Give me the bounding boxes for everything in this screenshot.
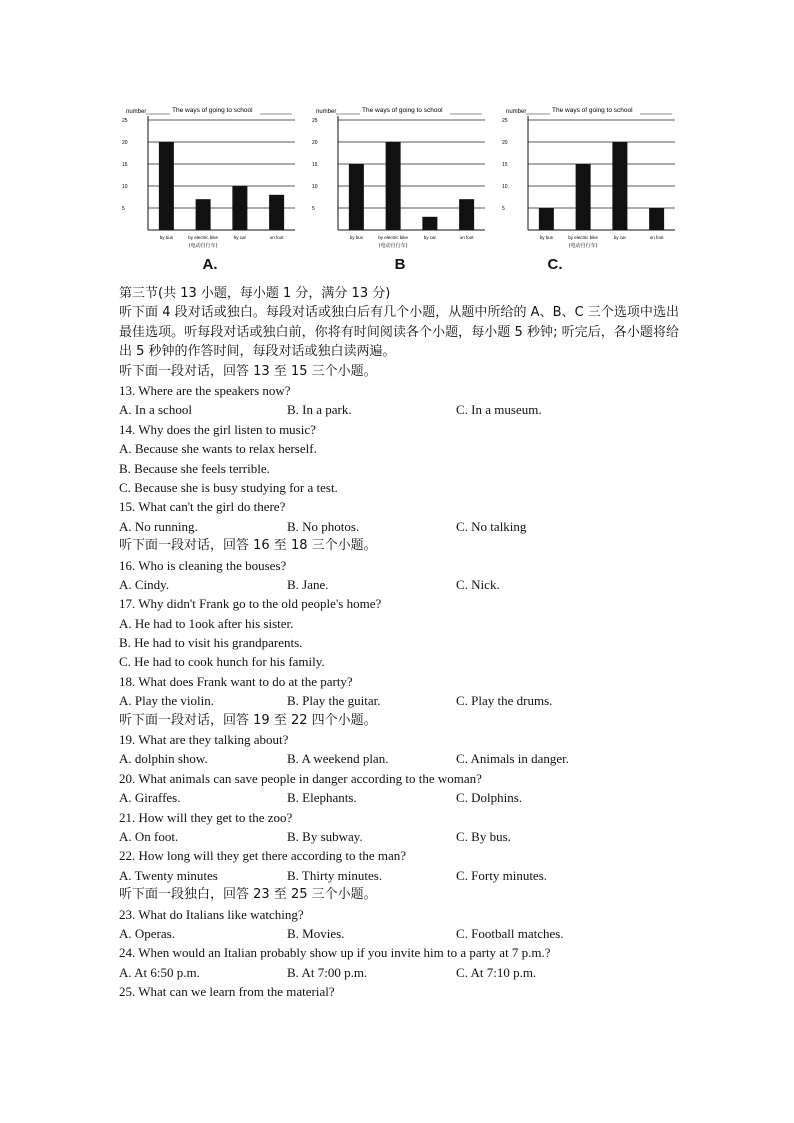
chart-bar: [386, 142, 401, 230]
options-row: [119, 749, 679, 768]
option-a[interactable]: A. Giraffes.: [119, 790, 181, 806]
option-b[interactable]: B. Play the guitar.: [287, 693, 381, 709]
option-b[interactable]: B. Jane.: [287, 576, 329, 592]
question-stem: 14. Why does the girl listen to music?: [119, 421, 316, 437]
options-row: [119, 517, 679, 536]
chart-ytick-label: 15: [312, 162, 318, 168]
chart-category-label: on foot: [459, 235, 474, 240]
option-c[interactable]: C. Forty minutes.: [456, 867, 548, 883]
chart-category-label: by electric bike: [188, 235, 219, 240]
chart-svg: [500, 96, 680, 256]
chart-option-b: [310, 96, 490, 280]
options-row: [119, 866, 679, 885]
chart-bar: [649, 208, 664, 230]
option-b[interactable]: B. A weekend plan.: [287, 751, 389, 767]
question-stem: 13. Where are the speakers now?: [119, 383, 291, 398]
option-c[interactable]: C. Dolphins.: [456, 790, 523, 806]
question-stem: 15. What can't the girl do there?: [119, 499, 286, 515]
chart-bar: [349, 164, 364, 230]
chart-ytick-label: 10: [122, 184, 128, 190]
chart-ytick-label: 5: [312, 206, 315, 212]
chart-option-letter: B: [394, 256, 406, 273]
chart-category-label: by bus: [539, 235, 554, 240]
chart-title: The ways of going to school: [552, 107, 633, 114]
chart-title: The ways of going to school: [172, 107, 253, 114]
option-b[interactable]: B. No photos.: [287, 518, 360, 534]
option-a[interactable]: A. Cindy.: [119, 576, 170, 592]
options-row: [119, 575, 679, 594]
option-c[interactable]: C. Football matches.: [456, 925, 564, 941]
chart-category-note: (电动自行车): [568, 243, 598, 249]
chart-bar: [159, 142, 174, 230]
chart-category-label: on foot: [649, 235, 664, 240]
option-b[interactable]: B. At 7:00 p.m.: [287, 964, 368, 980]
chart-option-letter: C.: [547, 256, 563, 273]
question-stem: 21. How will they get to the zoo?: [119, 809, 293, 825]
option-b[interactable]: B. By subway.: [287, 828, 363, 844]
option-c[interactable]: C. Because she is busy studying for a test.: [119, 479, 338, 495]
group-intro: 听下面一段对话，回答 19 至 22 四个小题。: [119, 712, 377, 728]
chart-bar: [459, 199, 474, 230]
option-a[interactable]: A. dolphin show.: [119, 751, 208, 767]
chart-svg: [120, 96, 300, 256]
chart-ytick-label: 15: [502, 162, 508, 168]
option-b[interactable]: B. Thirty minutes.: [287, 867, 383, 883]
chart-category-label: by bus: [159, 235, 174, 240]
question-stem: 17. Why didn't Frank go to the old people's home?: [119, 596, 382, 612]
question-stem: 20. What animals can save people in danger according to the woman?: [119, 770, 482, 786]
exam-content: [119, 284, 679, 1002]
chart-category-label: by car: [423, 235, 437, 240]
chart-bar: [612, 142, 627, 230]
question-stem: 19. What are they talking about?: [119, 732, 289, 748]
question-stem: 25. What can we learn from the material?: [119, 984, 335, 1000]
chart-ytick-label: 10: [312, 184, 318, 190]
chart-bar: [196, 199, 211, 230]
option-c[interactable]: C. In a museum.: [456, 402, 542, 418]
option-c[interactable]: C. No talking: [456, 518, 527, 534]
chart-category-label: by electric bike: [378, 235, 409, 240]
group-intro: 听下面一段独白，回答 23 至 25 三个小题。: [119, 887, 377, 903]
chart-ytick-label: 10: [502, 184, 508, 190]
section-heading: 第三节(共 13 小题，每小题 1 分，满分 13 分): [119, 286, 391, 301]
options-row: [119, 924, 679, 943]
chart-ytick-label: 25: [502, 118, 508, 124]
chart-bar: [422, 217, 437, 230]
chart-bar: [232, 186, 247, 230]
chart-ytick-label: 15: [122, 162, 128, 168]
options-row: [119, 691, 679, 710]
chart-bar: [576, 164, 591, 230]
option-c[interactable]: C. Animals in danger.: [456, 751, 570, 767]
options-row: [119, 827, 679, 846]
options-row: [119, 963, 679, 982]
option-a[interactable]: A. In a school: [119, 402, 192, 418]
group-intro: 听下面一段对话，回答 16 至 18 三个小题。: [119, 538, 377, 554]
group-intro: 听下面一段对话，回答 13 至 15 三个小题。: [119, 363, 377, 379]
option-b[interactable]: B. He had to visit his grandparents.: [119, 635, 303, 651]
options-row: [119, 788, 679, 807]
chart-category-label: by car: [613, 235, 627, 240]
option-b[interactable]: B. Elephants.: [287, 790, 357, 806]
option-c[interactable]: C. He had to cook hunch for his family.: [119, 654, 325, 670]
option-c[interactable]: C. At 7:10 p.m.: [456, 964, 537, 980]
chart-ytick-label: 5: [122, 206, 125, 212]
option-c[interactable]: C. Play the drums.: [456, 693, 553, 709]
option-a[interactable]: A. Twenty minutes: [119, 867, 218, 883]
option-a[interactable]: A. Operas.: [119, 925, 175, 941]
options-row: [119, 400, 679, 419]
chart-option-a: [120, 96, 300, 280]
chart-ytick-label: 20: [122, 140, 128, 146]
chart-title: The ways of going to school: [362, 107, 443, 114]
chart-svg: [310, 96, 490, 256]
chart-category-label: on foot: [269, 235, 284, 240]
option-a[interactable]: A. At 6:50 p.m.: [119, 964, 200, 980]
chart-ylabel: number: [316, 109, 337, 115]
chart-category-label: by electric bike: [568, 235, 599, 240]
chart-category-label: by bus: [349, 235, 364, 240]
option-c[interactable]: C. Nick.: [456, 576, 500, 592]
chart-ytick-label: 25: [312, 118, 318, 124]
option-b[interactable]: B. In a park.: [287, 402, 352, 418]
chart-option-c: [500, 96, 680, 280]
option-a[interactable]: A. No running.: [119, 518, 198, 534]
option-b[interactable]: B. Because she feels terrible.: [119, 460, 270, 476]
question-stem: 16. Who is cleaning the bouses?: [119, 557, 287, 573]
option-a[interactable]: A. He had to 1ook after his sister.: [119, 615, 294, 631]
chart-category-note: (电动自行车): [378, 243, 408, 249]
option-a[interactable]: A. Because she wants to relax herself.: [119, 441, 317, 457]
chart-ytick-label: 20: [312, 140, 318, 146]
chart-ytick-label: 5: [502, 206, 505, 212]
chart-bar: [269, 195, 284, 230]
chart-ylabel: number: [506, 109, 527, 115]
question-groups: [119, 362, 679, 1002]
chart-ylabel: number: [126, 109, 147, 115]
question-stem: 18. What does Frank want to do at the party?: [119, 673, 353, 689]
chart-category-note: (电动自行车): [188, 243, 218, 249]
chart-option-letter: A.: [202, 256, 218, 273]
question-stem: 24. When would an Italian probably show up if you invite him to a party at 7 p.m.?: [119, 945, 551, 961]
question-stem: 22. How long will they get there according to the man?: [119, 848, 407, 864]
option-b[interactable]: B. Movies.: [287, 925, 345, 941]
option-c[interactable]: C. By bus.: [456, 828, 511, 844]
question-stem: 23. What do Italians like watching?: [119, 906, 304, 922]
chart-ytick-label: 20: [502, 140, 508, 146]
chart-category-label: by car: [233, 235, 247, 240]
option-a[interactable]: A. Play the violin.: [119, 693, 214, 709]
chart-bar: [539, 208, 554, 230]
bar-charts-row: [120, 96, 676, 280]
option-a[interactable]: A. On foot.: [119, 828, 179, 844]
chart-ytick-label: 25: [122, 118, 128, 124]
section-instructions: 听下面 4 段对话或独白。每段对话或独白后有几个小题，从题中所给的 A、B、C 三个选项中选出最佳选项。听每段对话或独白前，你将有时间阅读各个小题，每小题 5 秒钟; 听完后，各小题将给出 5 秒钟的作答时间，每段对话或独白读两遍。: [119, 305, 679, 360]
